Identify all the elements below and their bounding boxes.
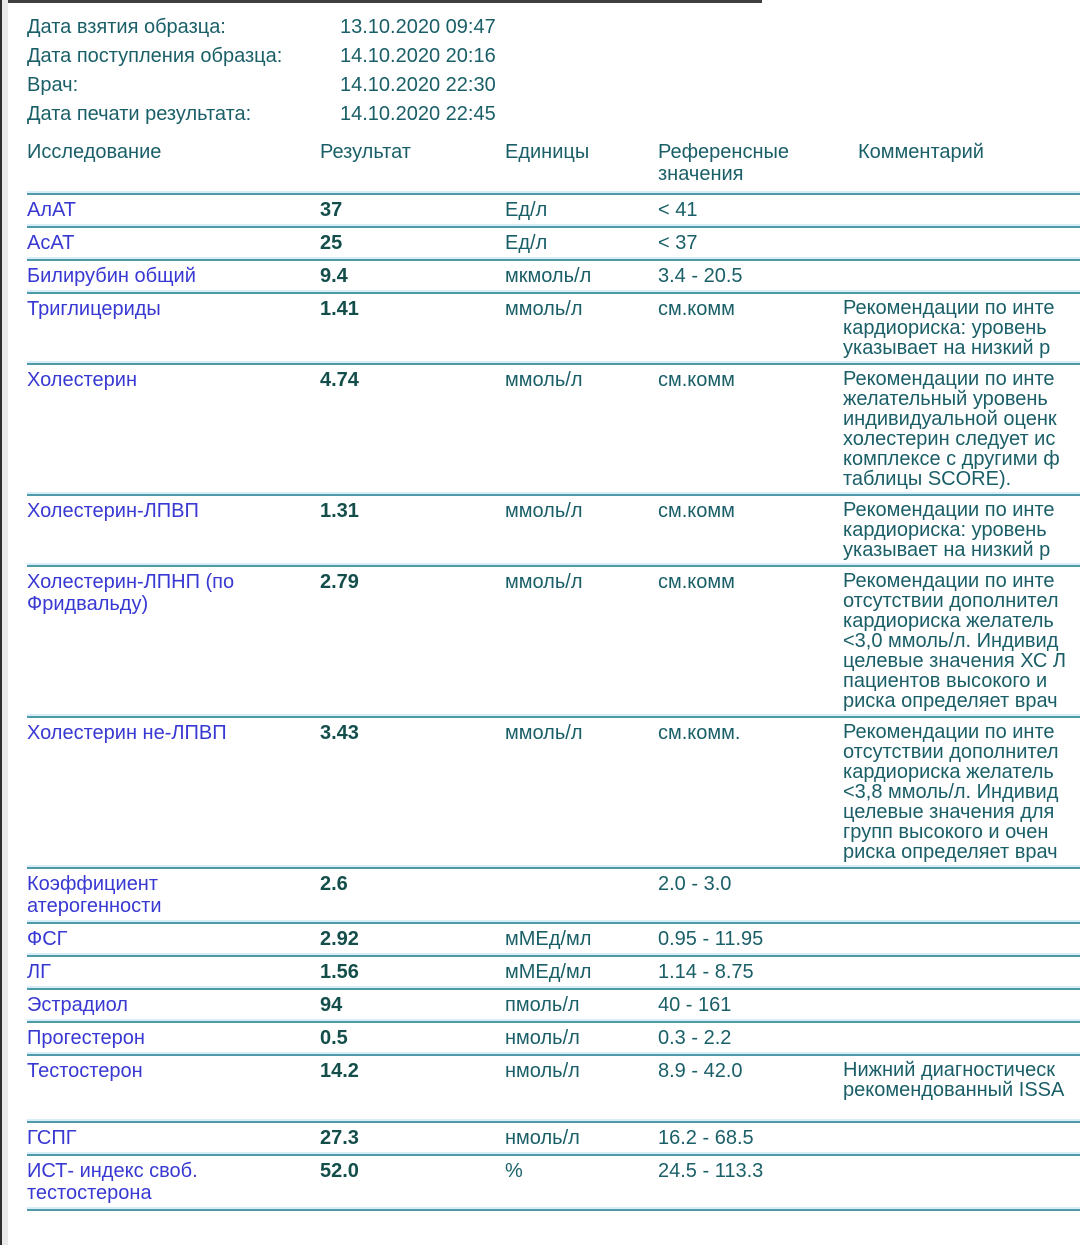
comment-cell xyxy=(843,994,1080,1016)
result-value-cell: 0.5 xyxy=(320,1027,348,1049)
comment-cell xyxy=(843,369,1080,489)
date-row xyxy=(27,71,1080,100)
comment-cell xyxy=(843,500,1080,560)
comment-line: кардиориска: уровень xyxy=(843,317,1047,339)
table-row xyxy=(27,261,1080,290)
table-row xyxy=(27,294,1080,361)
comment-line: Рекомендации по инте xyxy=(843,298,1055,319)
table-row xyxy=(27,1023,1080,1052)
reference-range-cell: см.комм xyxy=(658,298,735,320)
comment-line: Нижний диагностическ xyxy=(843,1060,1055,1081)
comment-line: Рекомендации по инте xyxy=(843,722,1055,743)
result-value-cell: 1.31 xyxy=(320,500,359,522)
units-cell: % xyxy=(505,1160,523,1182)
comment-line: целевые значения ХС Л xyxy=(843,650,1067,672)
units-cell: нмоль/л xyxy=(505,1060,580,1082)
comment-cell xyxy=(843,1027,1080,1049)
comment-line: холестерин следует ис xyxy=(843,428,1056,450)
results-table xyxy=(27,141,1080,1211)
units-cell xyxy=(505,873,658,917)
reference-range-cell: 16.2 - 68.5 xyxy=(658,1127,754,1149)
comment-line: кардиориска желатель xyxy=(843,761,1054,783)
comment-line: указывает на низкий р xyxy=(843,337,1051,358)
units-cell: ммоль/л xyxy=(505,298,583,320)
reference-range-cell: 1.14 - 8.75 xyxy=(658,961,754,983)
table-row xyxy=(27,869,1080,920)
date-value: 14.10.2020 22:45 xyxy=(340,103,496,125)
reference-range-cell: 0.95 - 11.95 xyxy=(658,928,764,950)
table-row xyxy=(27,496,1080,563)
test-name-cell: Холестерин не-ЛПВП xyxy=(27,722,227,744)
comment-cell xyxy=(843,571,1080,711)
comment-cell xyxy=(843,232,1080,254)
result-value-cell: 37 xyxy=(320,199,343,221)
date-label: Врач: xyxy=(27,74,79,96)
table-row xyxy=(27,718,1080,865)
row-separator xyxy=(27,1207,1080,1211)
test-name-cell: Холестерин-ЛПНП (по Фридвальду) xyxy=(27,571,235,615)
comment-cell xyxy=(843,722,1080,862)
comment-line: Рекомендации по инте xyxy=(843,500,1055,521)
comment-line: индивидуальной оценк xyxy=(843,408,1057,430)
comment-cell xyxy=(843,1127,1080,1149)
units-cell: нмоль/л xyxy=(505,1027,580,1049)
reference-range-cell: 40 - 161 xyxy=(658,994,732,1016)
comment-cell xyxy=(843,298,1080,358)
column-header-units: Единицы xyxy=(505,141,590,163)
comment-cell xyxy=(843,928,1080,950)
units-cell: ммоль/л xyxy=(505,500,583,522)
test-name-cell: АлАТ xyxy=(27,199,77,221)
comment-line: кардиориска желатель xyxy=(843,610,1054,632)
table-row xyxy=(27,365,1080,492)
results-rows xyxy=(27,195,1080,1211)
units-cell: Ед/л xyxy=(505,199,548,221)
reference-range-cell: см.комм xyxy=(658,369,735,391)
date-row xyxy=(27,13,1080,42)
date-label: Дата взятия образца: xyxy=(27,16,226,38)
results-table-header xyxy=(27,141,1080,191)
units-cell: мМЕд/мл xyxy=(505,928,592,950)
table-row xyxy=(27,1123,1080,1152)
units-cell: пмоль/л xyxy=(505,994,580,1016)
comment-line: групп высокого и очен xyxy=(843,821,1049,843)
comment-line: <3,8 ммоль/л. Индивид xyxy=(843,781,1059,803)
test-name-cell: Эстрадиол xyxy=(27,994,128,1016)
comment-cell xyxy=(843,1060,1080,1100)
comment-line: целевые значения для xyxy=(843,801,1055,823)
units-cell: нмоль/л xyxy=(505,1127,580,1149)
column-header-test: Исследование xyxy=(27,141,162,163)
reference-range-cell: 24.5 - 113.3 xyxy=(658,1160,764,1182)
test-name-cell: Холестерин xyxy=(27,369,137,391)
result-value-cell: 52.0 xyxy=(320,1160,359,1182)
result-value-cell: 14.2 xyxy=(320,1060,359,1082)
test-name-cell: Билирубин общий xyxy=(27,265,196,287)
table-row xyxy=(27,957,1080,986)
reference-range-cell: 8.9 - 42.0 xyxy=(658,1060,743,1082)
comment-line: желательный уровень xyxy=(843,388,1048,410)
units-cell: ммоль/л xyxy=(505,571,583,593)
result-value-cell: 9.4 xyxy=(320,265,348,287)
comment-line: <3,0 ммоль/л. Индивид xyxy=(843,630,1059,652)
units-cell: ммоль/л xyxy=(505,722,583,744)
comment-line: указывает на низкий р xyxy=(843,539,1051,560)
units-cell: мМЕд/мл xyxy=(505,961,592,983)
column-header-reference: Референсные значения xyxy=(658,141,789,185)
column-header-comment: Комментарий xyxy=(858,141,984,163)
units-cell: ммоль/л xyxy=(505,369,583,391)
result-value-cell: 2.79 xyxy=(320,571,359,593)
result-value-cell: 1.41 xyxy=(320,298,359,320)
result-value-cell: 4.74 xyxy=(320,369,359,391)
reference-range-cell: 3.4 - 20.5 xyxy=(658,265,743,287)
comment-line: риска определяет врач xyxy=(843,841,1058,862)
comment-line: комплексе с другими ф xyxy=(843,448,1060,470)
result-value-cell: 1.56 xyxy=(320,961,359,983)
reference-range-cell: см.комм. xyxy=(658,722,741,744)
result-value-cell: 3.43 xyxy=(320,722,359,744)
comment-cell xyxy=(843,265,1080,287)
units-cell: мкмоль/л xyxy=(505,265,592,287)
comment-cell xyxy=(843,1160,1080,1204)
reference-range-cell: 0.3 - 2.2 xyxy=(658,1027,732,1049)
test-name-cell: ГСПГ xyxy=(27,1127,77,1149)
comment-cell xyxy=(843,199,1080,221)
reference-range-cell: < 37 xyxy=(658,232,698,254)
test-name-cell: Прогестерон xyxy=(27,1027,145,1049)
test-name-cell: Тестостерон xyxy=(27,1060,143,1082)
reference-range-cell: < 41 xyxy=(658,199,698,221)
date-row xyxy=(27,42,1080,71)
table-row xyxy=(27,990,1080,1019)
test-name-cell: ИСТ- индекс своб. тестостерона xyxy=(27,1160,198,1204)
comment-line: отсутствии дополнител xyxy=(843,741,1059,763)
date-value: 14.10.2020 22:30 xyxy=(340,74,496,96)
dates-block xyxy=(27,13,1080,129)
column-header-result: Результат xyxy=(320,141,411,163)
result-value-cell: 25 xyxy=(320,232,343,254)
table-row xyxy=(27,567,1080,714)
date-row xyxy=(27,100,1080,129)
date-value: 14.10.2020 20:16 xyxy=(340,45,496,67)
table-row xyxy=(27,228,1080,257)
result-value-cell: 2.6 xyxy=(320,873,348,895)
comment-line: Рекомендации по инте xyxy=(843,571,1055,592)
comment-line: кардиориска: уровень xyxy=(843,519,1047,541)
comment-line: Рекомендации по инте xyxy=(843,369,1055,390)
date-label: Дата печати результата: xyxy=(27,103,252,125)
test-name-cell: АсАТ xyxy=(27,232,75,254)
reference-range-cell: 2.0 - 3.0 xyxy=(658,873,732,895)
test-name-cell: ЛГ xyxy=(27,961,51,983)
date-label: Дата поступления образца: xyxy=(27,45,283,67)
result-value-cell: 27.3 xyxy=(320,1127,359,1149)
table-row xyxy=(27,1156,1080,1207)
test-name-cell: Триглицериды xyxy=(27,298,161,320)
table-row xyxy=(27,924,1080,953)
comment-line: отсутствии дополнител xyxy=(843,590,1059,612)
comment-line: рекомендованный ISSA xyxy=(843,1079,1065,1100)
table-row xyxy=(27,1056,1080,1119)
comment-cell xyxy=(843,873,1080,917)
result-value-cell: 2.92 xyxy=(320,928,359,950)
comment-line: риска определяет врач xyxy=(843,690,1058,711)
date-value: 13.10.2020 09:47 xyxy=(340,16,496,38)
reference-range-cell: см.комм xyxy=(658,571,735,593)
comment-line: таблицы SCORE). xyxy=(843,468,1012,489)
test-name-cell: Холестерин-ЛПВП xyxy=(27,500,199,522)
units-cell: Ед/л xyxy=(505,232,548,254)
test-name-cell: Коэффициент атерогенности xyxy=(27,873,162,917)
comment-cell xyxy=(843,961,1080,983)
comment-line: пациентов высокого и xyxy=(843,670,1048,692)
test-name-cell: ФСГ xyxy=(27,928,68,950)
table-row xyxy=(27,195,1080,224)
reference-range-cell: см.комм xyxy=(658,500,735,522)
result-value-cell: 94 xyxy=(320,994,343,1016)
